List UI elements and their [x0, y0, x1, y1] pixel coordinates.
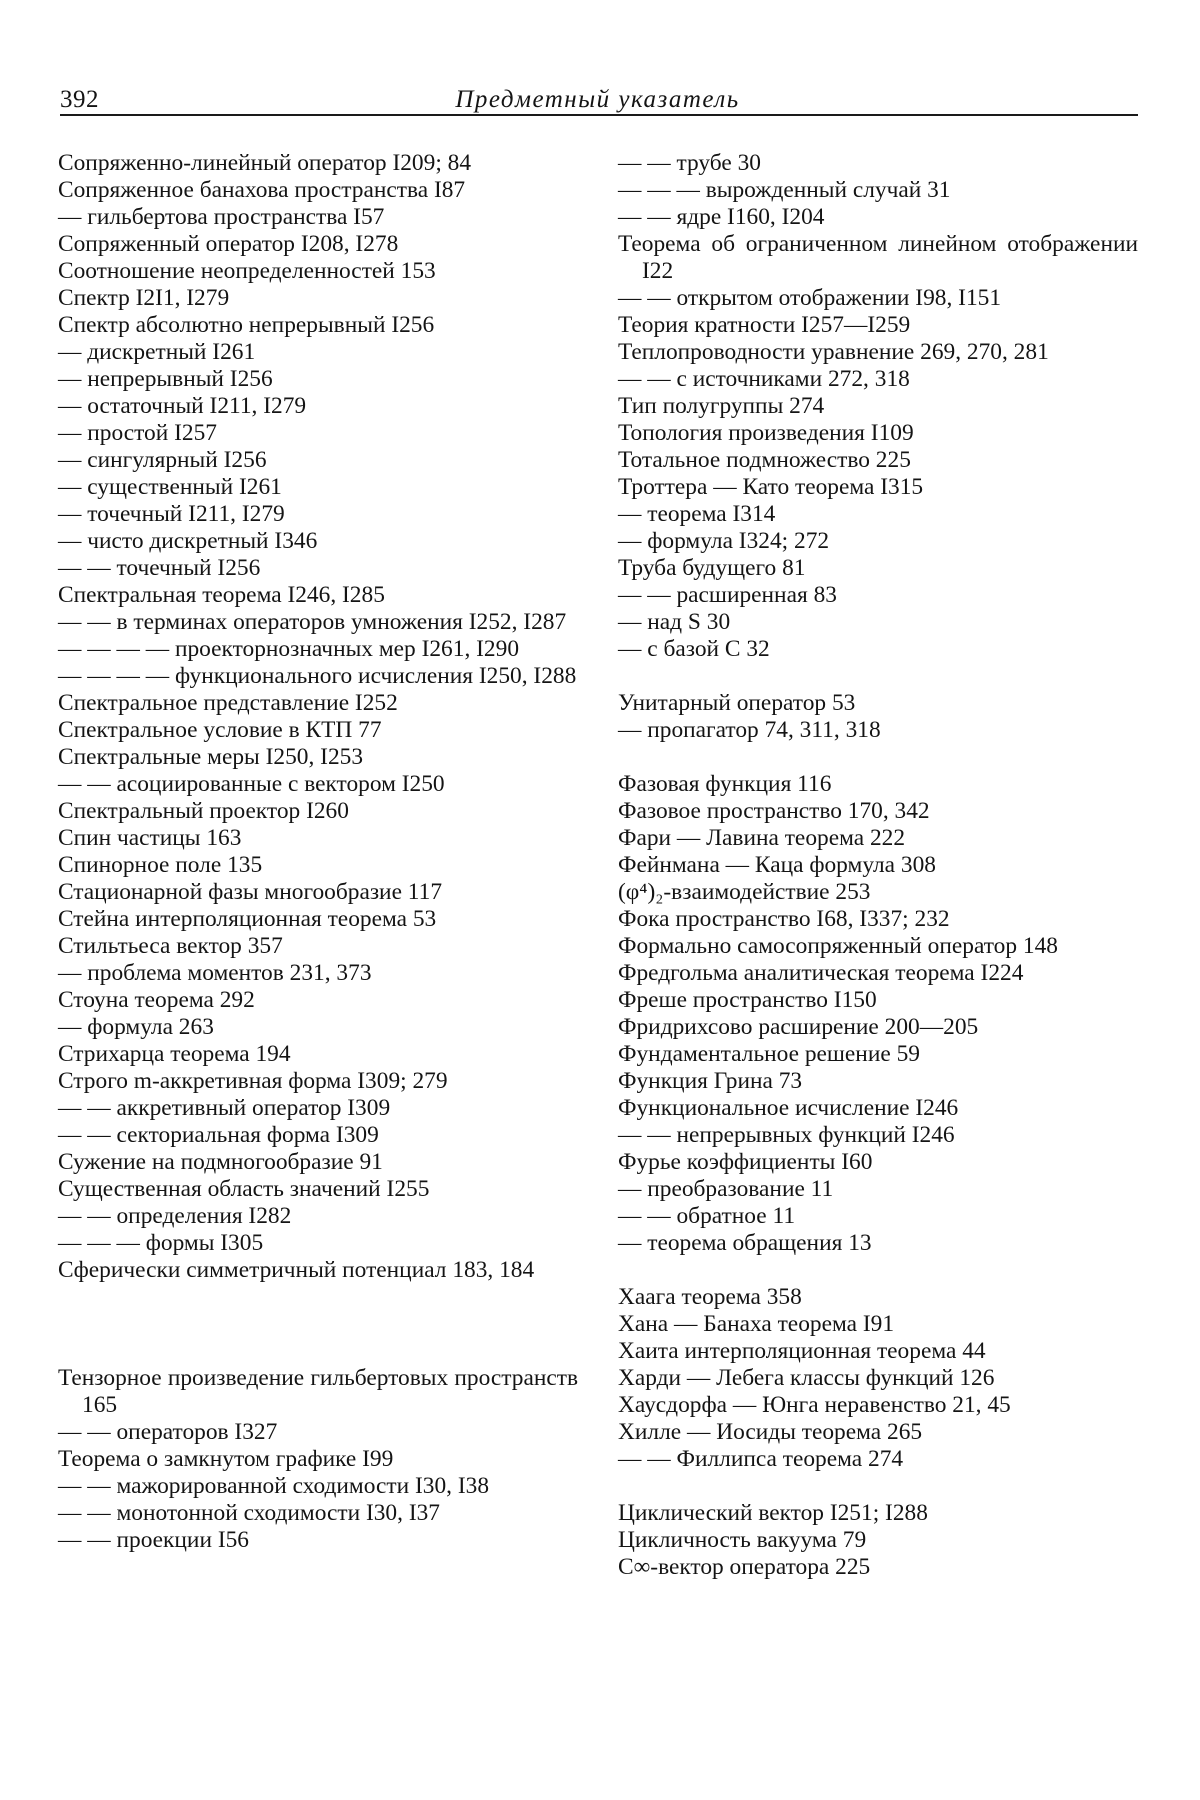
index-entry: — — мажорированной сходимости I30, I38	[58, 1473, 490, 1499]
index-entry: Тензорное произведение гильбертовых пространств 165	[58, 1365, 578, 1418]
index-entry: — точечный I211, I279	[58, 501, 285, 527]
index-entry: — — в терминах операторов умножения I252, I287	[58, 609, 567, 635]
index-entry: Хаита интерполяционная теорема 44	[618, 1338, 986, 1364]
index-entry: Хана — Банаха теорема I91	[618, 1311, 895, 1337]
index-entry: — — операторов I327	[58, 1419, 278, 1445]
index-entry: Спектральная теорема I246, I285	[58, 582, 385, 608]
index-entry: — дискретный I261	[58, 339, 256, 365]
index-entry: — чисто дискретный I346	[58, 528, 318, 554]
section-gap	[58, 1338, 578, 1365]
index-entry: — — — — проекторнозначных мер I261, I290	[58, 636, 520, 662]
index-entry: Сужение на подмногообразие 91	[58, 1149, 383, 1175]
index-entry: — — трубе 30	[618, 150, 761, 176]
index-entry: Спектральные меры I250, I253	[58, 744, 364, 770]
index-entry: — теорема обращения 13	[618, 1230, 872, 1256]
index-entry: Цикличность вакуума 79	[618, 1527, 867, 1553]
index-column-left	[58, 150, 578, 1554]
index-entry: Сопряженно-линейный оператор I209; 84	[58, 150, 472, 176]
index-entry: — простой I257	[58, 420, 217, 446]
index-entry: Теорема о замкнутом графике I99	[58, 1446, 394, 1472]
index-entry: — над S 30	[618, 609, 731, 635]
index-entry: Топология произведения I109	[618, 420, 914, 446]
index-entry: Формально самосопряженный оператор 148	[618, 933, 1058, 959]
index-entry: Строго m-аккретивная форма I309; 279	[58, 1068, 448, 1094]
index-entry: Спектр I2I1, I279	[58, 285, 230, 311]
index-entry: Спин частицы 163	[58, 825, 242, 851]
index-entry: — гильбертова пространства I57	[58, 204, 385, 230]
index-entry: — — определения I282	[58, 1203, 292, 1229]
section-gap	[618, 1473, 1138, 1500]
index-entry: — непрерывный I256	[58, 366, 273, 392]
index-entry: Спектральное представление I252	[58, 690, 398, 716]
index-entry: — остаточный I211, I279	[58, 393, 307, 419]
index-entry: C∞-вектор оператора 225	[618, 1554, 871, 1580]
index-entry: Стейна интерполяционная теорема 53	[58, 906, 437, 932]
index-entry: Спектральный проектор I260	[58, 798, 349, 824]
index-entry: Хаусдорфа — Юнга неравенство 21, 45	[618, 1392, 1011, 1418]
index-entry: Троттера — Като теорема I315	[618, 474, 924, 500]
index-entry: Соотношение неопределенностей 153	[58, 258, 436, 284]
index-entry: — — — — функционального исчисления I250, I288	[58, 663, 577, 689]
index-entry: — с базой C 32	[618, 636, 770, 662]
index-entry: — — открытом отображении I98, I151	[618, 285, 1002, 311]
index-entry: — — расширенная 83	[618, 582, 837, 608]
section-gap	[618, 663, 1138, 690]
index-entry: Сопряженное банахова пространства I87	[58, 177, 466, 203]
index-entry: Теория кратности I257—I259	[618, 312, 911, 338]
index-entry: Стильтьеса вектор 357	[58, 933, 283, 959]
index-entry: — теорема I314	[618, 501, 776, 527]
index-entry: — — непрерывных функций I246	[618, 1122, 955, 1148]
index-entry: Функциональное исчисление I246	[618, 1095, 959, 1121]
index-entry: Функция Грина 73	[618, 1068, 803, 1094]
page-number: 392	[60, 86, 99, 113]
index-entry: — формула I324; 272	[618, 528, 830, 554]
index-entry: Теплопроводности уравнение 269, 270, 281	[618, 339, 1049, 365]
index-entry: — — секториальная форма I309	[58, 1122, 379, 1148]
index-entry: Сопряженный оператор I208, I278	[58, 231, 399, 257]
index-entry: Существенная область значений I255	[58, 1176, 430, 1202]
index-entry: Фридрихсово расширение 200—205	[618, 1014, 979, 1040]
index-entry: Фундаментальное решение 59	[618, 1041, 920, 1067]
index-entry: (φ⁴)₂-взаимодействие 253	[618, 879, 871, 905]
index-entry: — сингулярный I256	[58, 447, 267, 473]
index-entry: — — асоциированные с вектором I250	[58, 771, 445, 797]
index-entry: Спектр абсолютно непрерывный I256	[58, 312, 435, 338]
index-entry: — — проекции I56	[58, 1527, 249, 1553]
index-entry: Фреше пространство I150	[618, 987, 877, 1013]
index-entry: Харди — Лебега классы функций 126	[618, 1365, 995, 1391]
index-column-right	[618, 150, 1138, 1581]
index-entry: Тотальное подмножество 225	[618, 447, 911, 473]
index-entry: — проблема моментов 231, 373	[58, 960, 372, 986]
section-gap	[58, 1284, 578, 1338]
index-entry: Фазовая функция 116	[618, 771, 832, 797]
index-entry: Фока пространство I68, I337; 232	[618, 906, 950, 932]
index-entry: Циклический вектор I251; I288	[618, 1500, 928, 1526]
index-entry: Теорема об ограниченном линейном отображении I22	[618, 231, 1138, 284]
section-gap	[618, 744, 1138, 771]
index-entry: — существенный I261	[58, 474, 282, 500]
index-entry: — — — вырожденный случай 31	[618, 177, 951, 203]
index-entry: Труба будущего 81	[618, 555, 806, 581]
index-entry: Стрихарца теорема 194	[58, 1041, 291, 1067]
index-entry: — формула 263	[58, 1014, 214, 1040]
index-entry: — — обратное 11	[618, 1203, 796, 1229]
index-entry: — — Филлипса теорема 274	[618, 1446, 904, 1472]
index-entry: Фредгольма аналитическая теорема I224	[618, 960, 1024, 986]
index-entry: Спектральное условие в КТП 77	[58, 717, 382, 743]
index-entry: Фурье коэффициенты I60	[618, 1149, 873, 1175]
index-entry: Спинорное поле 135	[58, 852, 263, 878]
index-entry: — — точечный I256	[58, 555, 261, 581]
page-header	[60, 86, 1135, 116]
section-gap	[618, 1257, 1138, 1284]
index-entry: Стационарной фазы многообразие 117	[58, 879, 443, 905]
index-entry: — — с источниками 272, 318	[618, 366, 910, 392]
index-entry: — пропагатор 74, 311, 318	[618, 717, 881, 743]
index-entry: — — — формы I305	[58, 1230, 264, 1256]
index-entry: Хаага теорема 358	[618, 1284, 802, 1310]
index-entry: Хилле — Иосиды теорема 265	[618, 1419, 923, 1445]
index-entry: — — монотонной сходимости I30, I37	[58, 1500, 441, 1526]
index-entry: Стоуна теорема 292	[58, 987, 255, 1013]
index-entry: Унитарный оператор 53	[618, 690, 856, 716]
index-entry: Тип полугруппы 274	[618, 393, 825, 419]
index-entry: — — аккретивный оператор I309	[58, 1095, 391, 1121]
index-entry: Фейнмана — Каца формула 308	[618, 852, 936, 878]
index-entry: — — ядре I160, I204	[618, 204, 825, 230]
index-entry: Фазовое пространство 170, 342	[618, 798, 930, 824]
running-title: Предметный указатель	[455, 86, 740, 113]
index-entry: Фари — Лавина теорема 222	[618, 825, 906, 851]
index-entry: — преобразование 11	[618, 1176, 834, 1202]
header-rule	[60, 114, 1138, 116]
index-entry: Сферически симметричный потенциал 183, 184	[58, 1257, 535, 1283]
